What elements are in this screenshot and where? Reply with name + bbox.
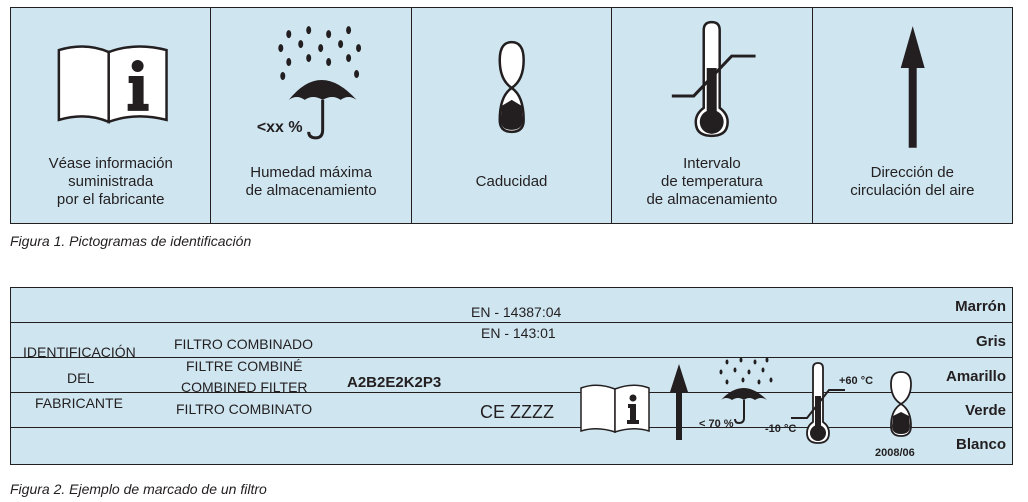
filter-name: FILTRO COMBINADO: [174, 336, 313, 352]
ce-mark: CE ZZZZ: [480, 402, 554, 422]
color-band-divider: [11, 322, 1012, 323]
book-info-icon: [11, 8, 210, 148]
color-band-divider: [11, 357, 1012, 358]
umbrella-rain-icon: [211, 8, 410, 148]
hourglass-icon: [871, 368, 935, 460]
standard-2: EN - 143:01: [481, 325, 556, 341]
pictogram-cell-info: [11, 8, 211, 223]
pictogram-label: Humedad máxima de almacenamiento: [245, 163, 377, 199]
temp-min: -10 °C: [765, 423, 797, 435]
humidity-value: <xx %: [257, 118, 303, 136]
filter-marking-example: [10, 287, 1013, 465]
filter-name: COMBINED FILTER: [181, 379, 308, 395]
pictogram-table: [10, 7, 1013, 224]
pictogram-cell-temperature: [612, 8, 812, 223]
band-color-label: Amarillo: [945, 368, 1006, 385]
band-color-label: Blanco: [955, 436, 1006, 453]
pictogram-cell-expiry: [412, 8, 612, 223]
pictogram-label: Véase información suministrada por el fabricante: [48, 154, 173, 208]
temp-max: +60 °C: [839, 375, 874, 387]
thermometer-icon: [612, 8, 811, 148]
manufacturer-id-line: FABRICANTE: [35, 395, 123, 411]
humidity-limit: < 70 %: [699, 418, 734, 430]
band-color-label: Verde: [965, 402, 1006, 419]
band-color-label: Gris: [975, 333, 1006, 350]
pictogram-label: Intervalo de temperatura de almacenamiento: [646, 154, 778, 208]
arrow-up-icon: [813, 8, 1012, 148]
figure1-caption: Figura 1. Pictogramas de identificación: [10, 233, 252, 249]
book-info-icon: [579, 380, 651, 436]
band-color-label: Marrón: [955, 298, 1006, 315]
arrow-up-icon: [667, 362, 691, 442]
figure2-caption: Figura 2. Ejemplo de marcado de un filtro: [10, 481, 267, 497]
hourglass-icon: [412, 8, 611, 148]
pictogram-label: Caducidad: [475, 172, 548, 190]
filter-type-code: A2B2E2K2P3: [347, 374, 442, 391]
pictogram-label: Dirección de circulación del aire: [850, 163, 975, 199]
manufacturer-id-line: DEL: [67, 370, 95, 386]
filter-name: FILTRO COMBINATO: [176, 401, 313, 417]
pictogram-cell-humidity: [211, 8, 411, 223]
filter-name: FILTRE COMBINÉ: [186, 358, 303, 374]
standard-1: EN - 14387:04: [471, 304, 562, 320]
manufacturer-id-line: IDENTIFICACIÓN: [23, 344, 136, 360]
pictogram-cell-airflow: [813, 8, 1012, 223]
expiry-date: 2008/06: [875, 447, 915, 459]
